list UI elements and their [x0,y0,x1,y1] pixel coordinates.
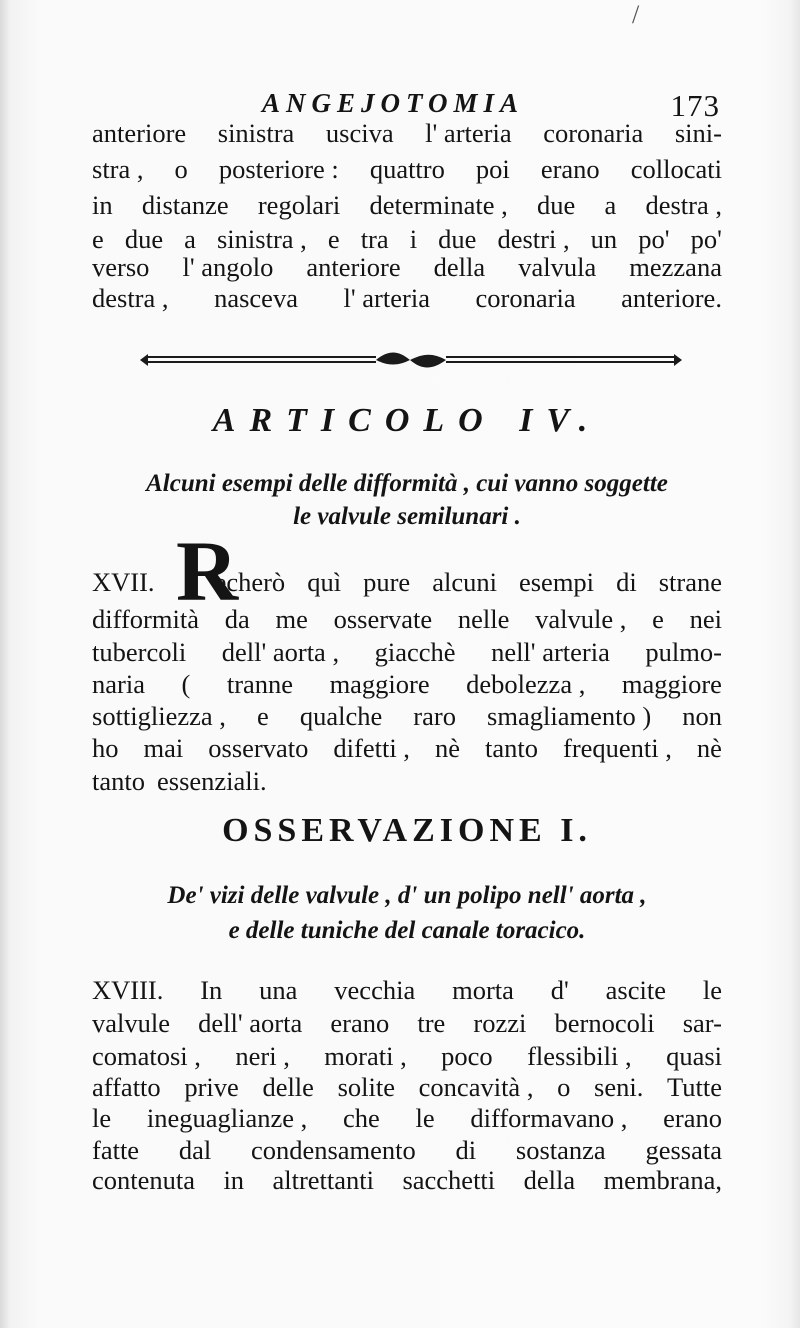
text-word: ( [181,669,191,699]
text-line [92,283,722,314]
running-title: ANGEJOTOMIA [262,88,525,118]
text-word: difformavano , [470,1103,628,1133]
text-word: bernocoli [554,1008,655,1038]
text-line [92,604,722,635]
text-word: morati , [324,1041,407,1071]
text-word: gessata [645,1135,722,1165]
text-word: smagliamento ) [487,701,652,731]
text-word: condensamento [250,1135,416,1165]
text-word: coronaria [475,283,576,313]
text-word: nè [696,733,722,763]
text-line [92,567,722,598]
text-word: Tutte [666,1072,722,1102]
text-word: morta [452,975,514,1005]
text-word: erano [540,154,600,184]
text-line [92,1103,722,1134]
text-word: raro [413,701,456,731]
text-line [92,701,722,732]
text-word: tranne [226,669,294,699]
text-line [92,1072,722,1103]
text-word: osservato [208,733,309,763]
text-line [92,190,722,221]
text-word: l' angolo [182,252,274,282]
text-word: quattro [369,154,445,184]
text-word: a [604,190,617,220]
text-word: qualche [299,701,383,731]
text-word: difformità [92,604,199,634]
text-word: tre [417,1008,446,1038]
text-word: o [557,1072,571,1102]
ornamental-rule [140,348,682,372]
text-word: frequenti , [563,733,672,763]
text-word: membrana, [603,1165,722,1195]
text-word: seni. [594,1072,644,1102]
text-word: tra [360,224,389,254]
text-word: solite [337,1072,396,1102]
text-word: i [409,224,418,254]
text-word: verso [92,252,150,282]
text-word: sinistra [217,118,295,148]
article-heading: ARTICOLO IV. [212,402,602,439]
text-word: ineguaglianze , [146,1103,308,1133]
text-word: dell' aorta , [221,637,340,667]
text-word: quasi [666,1041,722,1071]
text-word: anteriore [92,118,187,148]
text-word: difetti , [333,733,410,763]
text-word: sini- [674,118,722,148]
text-word: prive [184,1072,239,1102]
text-word: usciva [325,118,394,148]
text-word: le [415,1103,435,1133]
text-line [92,1008,722,1039]
text-word: o [174,154,188,184]
text-word: coronaria [543,118,644,148]
text-word: valvula [518,252,597,282]
text-word: le [92,1103,112,1133]
text-word: nè [434,733,460,763]
text-word: maggiore [621,669,722,699]
text-line [92,118,722,149]
text-word: essenziali. [157,766,267,796]
text-word: della [433,252,486,282]
text-word: nelle [457,604,510,634]
text-word: debolezza , [466,669,586,699]
text-word: maggiore [329,669,430,699]
dropcap-space [155,567,215,598]
text-word: e [327,224,340,254]
text-word: e [652,604,664,634]
text-word: l' arteria [425,118,512,148]
text-word: mai [143,733,184,763]
text-word: anteriore. [621,283,722,313]
text-word: neri , [235,1041,290,1071]
text-word: mezzana [629,252,722,282]
text-word: tanto [484,733,538,763]
drop-cap: R [176,523,239,619]
text-word: poi [475,154,510,184]
text-word: nasceva [214,283,298,313]
text-word: sacchetti [402,1165,496,1195]
text-word: a [184,224,196,254]
text-word: XVIII. [92,975,164,1005]
text-word: osservate [333,604,433,634]
text-word: pulmo- [645,637,722,667]
text-word: l' arteria [343,283,430,313]
text-line [92,1135,722,1166]
text-word: e [257,701,269,731]
text-word: collocati [630,154,722,184]
text-word: regolari [257,190,341,220]
text-word: delle [262,1072,314,1102]
text-word: giacchè [374,637,456,667]
text-word: due [124,224,164,254]
text-word: po' [638,224,670,254]
text-word: una [259,975,298,1005]
text-word: erano [330,1008,390,1038]
text-word: me [275,604,308,634]
text-word: valvule [92,1008,170,1038]
stray-mark: / [632,0,640,29]
text-line [92,1041,722,1072]
text-word: po' [690,224,722,254]
text-word: dal [178,1135,212,1165]
text-word: valvule , [535,604,627,634]
text-word: da [224,604,250,634]
text-word: in [223,1165,245,1195]
text-word: le [702,975,722,1005]
observation-heading: OSSERVAZIONE I. [222,812,592,849]
text-word: non [682,701,722,731]
text-word: altrettanti [272,1165,375,1195]
text-line [92,637,722,668]
text-word: determinate , [369,190,508,220]
text-line [92,975,722,1006]
text-word: e [92,224,104,254]
text-line [92,224,722,255]
text-word: sostanza [515,1135,606,1165]
text-line [92,1165,722,1196]
text-word: echerò quì pure alcuni esempi di strane [214,567,722,597]
text-word: tanto [92,766,145,796]
text-line [92,154,722,185]
text-word: In [200,975,223,1005]
text-word: posteriore : [218,154,339,184]
text-word: dell' aorta [198,1008,303,1038]
text-word: destra , [645,190,722,220]
text-word: di [455,1135,477,1165]
text-word: fatte [92,1135,140,1165]
text-line [92,669,722,700]
text-word: affatto [92,1072,161,1102]
paragraph-number: XVII. [92,567,155,597]
text-line [92,733,722,764]
article-subtitle: le valvule semilunari . [293,503,521,530]
text-word: ho [92,733,119,763]
text-word: nei [689,604,722,634]
text-word: contenuta [92,1165,196,1195]
text-word: naria [92,669,145,699]
text-word: nell' arteria [491,637,610,667]
text-word: che [343,1103,380,1133]
text-line [92,766,722,797]
text-word: rozzi [473,1008,527,1038]
text-word: erano [663,1103,722,1133]
text-word: un [590,224,618,254]
text-word: sar- [682,1008,722,1038]
observation-subtitle: e delle tuniche del canale toracico. [228,917,586,944]
text-word: distanze [141,190,229,220]
text-word: destri , [497,224,570,254]
observation-subtitle: De' vizi delle valvule , d' un polipo nell' aorta , [167,882,647,909]
text-word: d' [550,975,569,1005]
text-word: sinistra , [216,224,307,254]
text-word: ascite [605,975,666,1005]
text-word: sottigliezza , [92,701,226,731]
text-word: poco [441,1041,493,1071]
text-word: due [537,190,576,220]
text-word: stra , [92,154,144,184]
article-subtitle: Alcuni esempi delle difformità , cui vanno soggette [146,470,668,497]
text-word: destra , [92,283,169,313]
text-word: due [438,224,477,254]
text-word: flessibili , [527,1041,632,1071]
text-line [92,252,722,283]
text-word: concavità , [418,1072,534,1102]
text-word: tubercoli [92,637,187,667]
text-word: in [92,190,113,220]
text-word: comatosi , [92,1041,201,1071]
text-word: vecchia [334,975,416,1005]
text-word: anteriore [306,252,401,282]
text-word: della [523,1165,576,1195]
page-number: 173 [670,88,720,123]
